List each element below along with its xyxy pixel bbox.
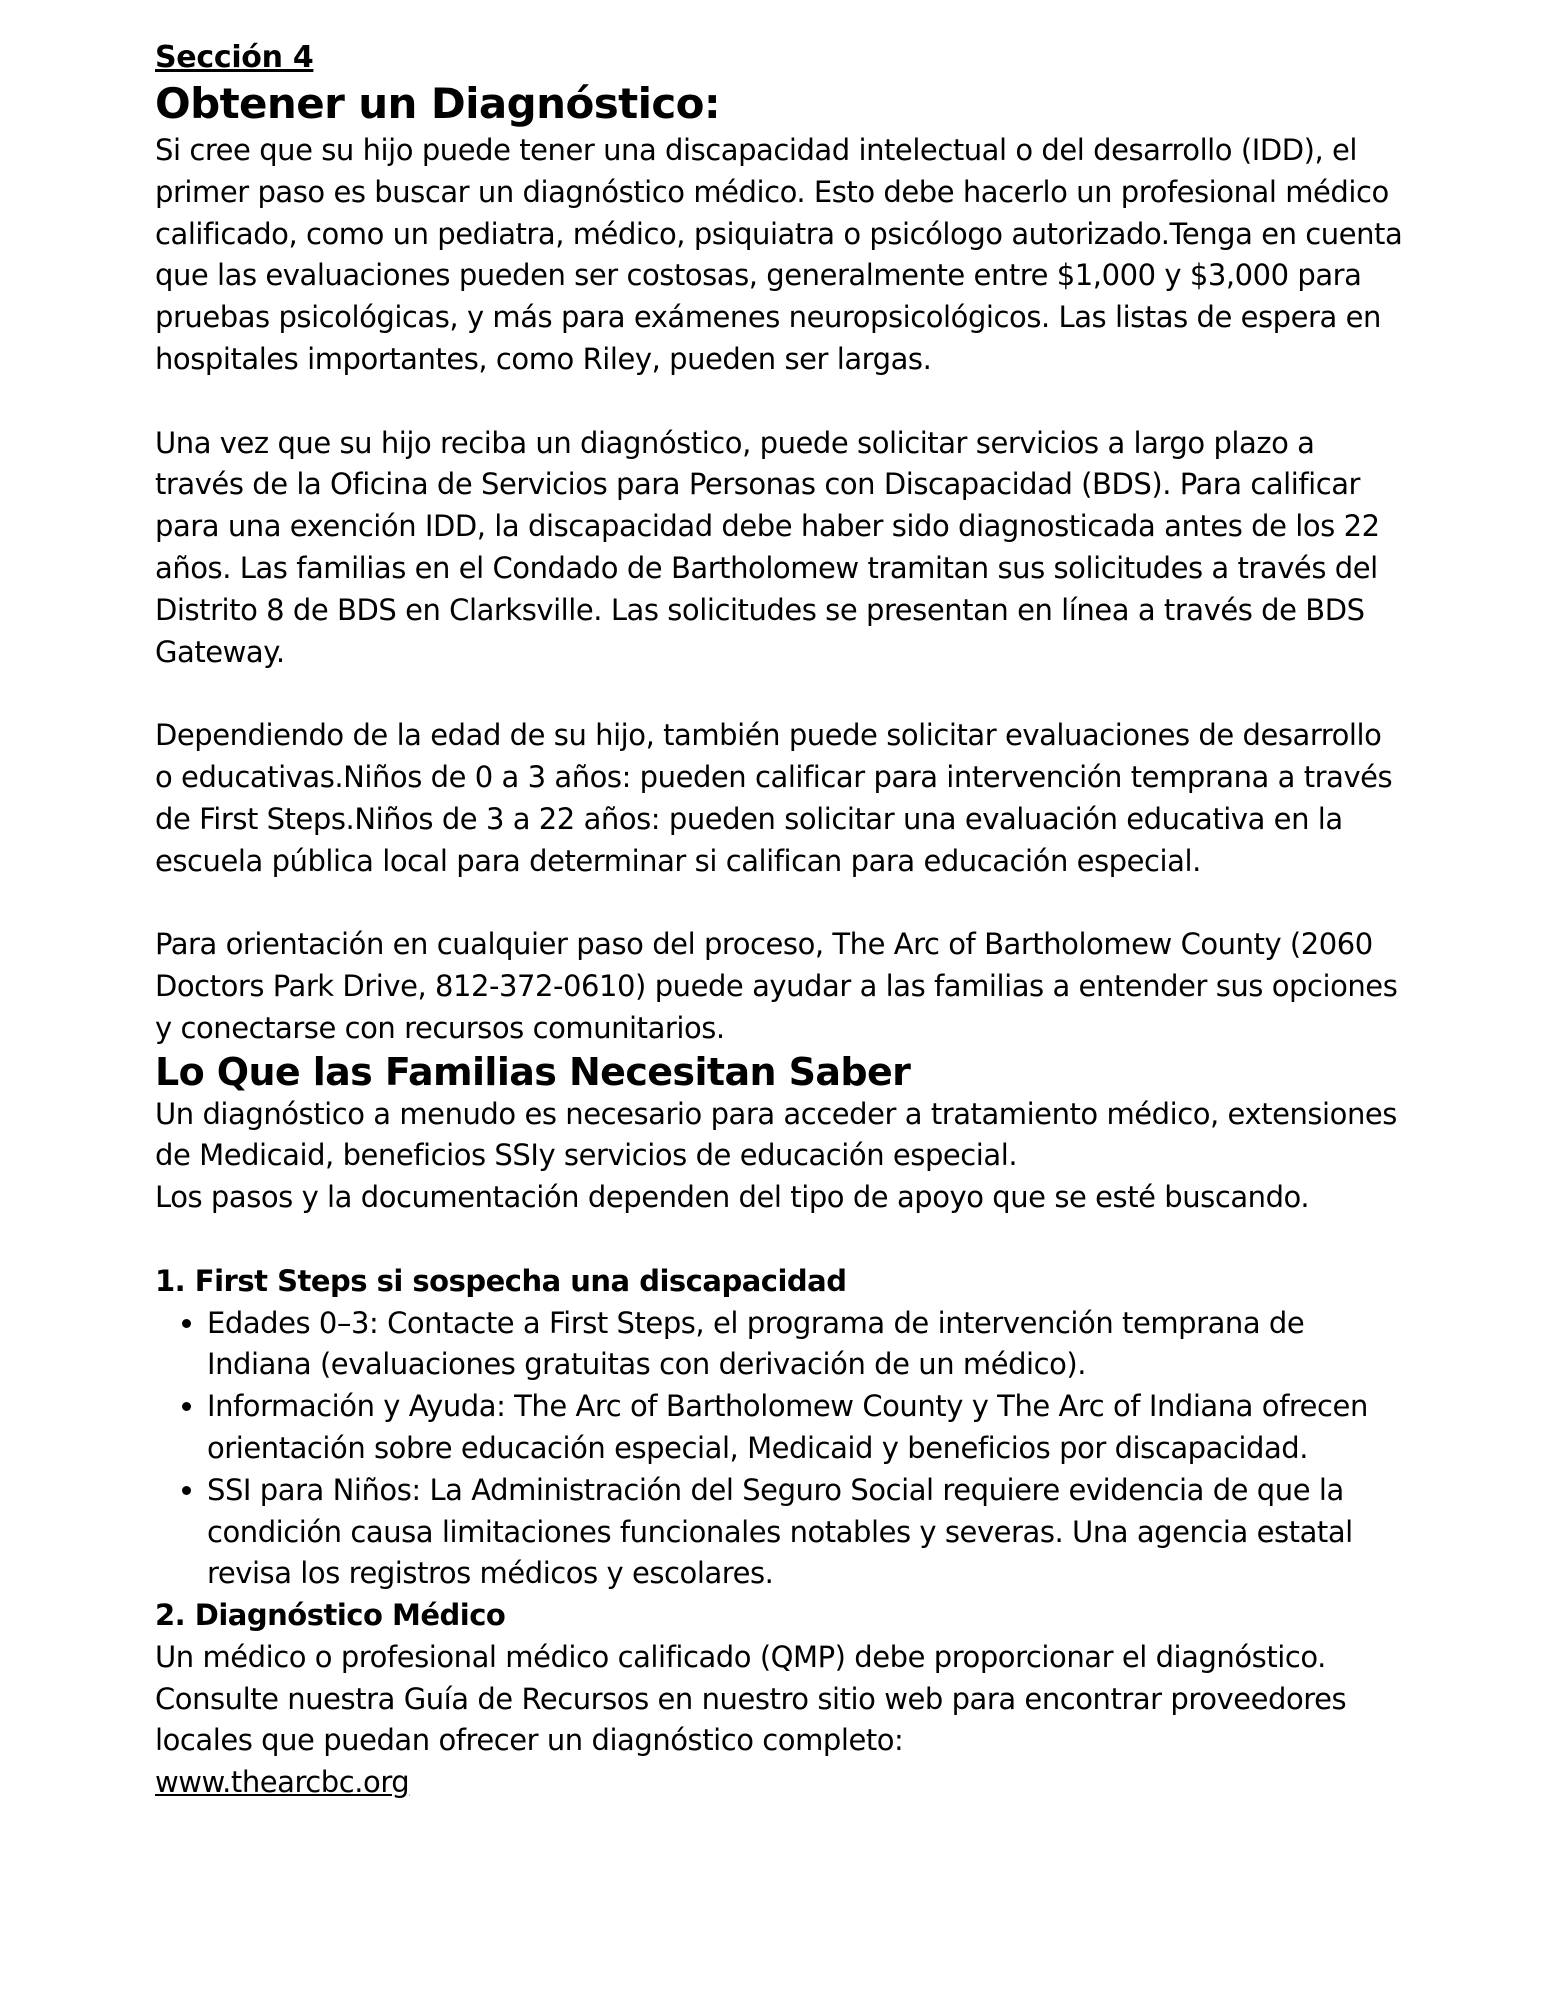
list-item: • Edades 0–3: Contacte a First Steps, el programa de intervención temprana de Indiana (evaluaciones gratuitas con derivación de un médico). [207, 1303, 1405, 1387]
intro-paragraph-4: Para orientación en cualquier paso del proceso, The Arc of Bartholomew County (2060 Doctors Park Drive, 812-372-0610) puede ayudar a las familias a entender sus opciones y conectarse con recursos comunitarios. [155, 927, 1398, 1045]
step2-line-1: Un médico o profesional médico calificado (QMP) debe proporcionar el diagnóstico. [155, 1639, 1326, 1674]
paragraph-gap [155, 1219, 1405, 1261]
families-line-2: Los pasos y la documentación dependen del tipo de apoyo que se esté buscando. [155, 1180, 1310, 1215]
intro-paragraph-3: Dependiendo de la edad de su hijo, también puede solicitar evaluaciones de desarrollo o educativas.Niños de 0 a 3 años: pueden calificar para intervención temprana a través de First Steps.Niños de 3 a 22 años: pueden solicitar una evaluación educativa en la escuela pública local para determinar si califican para educación especial. [155, 718, 1393, 878]
paragraph-gap [155, 882, 1405, 924]
website-link[interactable]: www.thearcbc.org [155, 1765, 410, 1800]
intro-paragraph-1: Si cree que su hijo puede tener una discapacidad intelectual o del desarrollo (IDD), el primer paso es buscar un diagnóstico médico. Esto debe hacerlo un profesional médico calificado, como un pediatra, médico, psiquiatra o psicólogo autorizado.Tenga en cuenta que las evaluaciones pueden ser costosas, generalmente entre $1,000 y $3,000 para pruebas psicológicas, y más para exámenes neuropsicológicos. Las listas de espera en hospitales importantes, como Riley, pueden ser largas. [155, 133, 1403, 376]
website-line [155, 1762, 1405, 1804]
step2-line-2: Consulte nuestra Guía de Recursos en nuestro sitio web para encontrar proveedores locales que puedan ofrecer un diagnóstico completo: [155, 1681, 1347, 1758]
families-heading: Lo Que las Familias Necesitan Saber [155, 1049, 911, 1094]
page-title: Obtener un Diagnóstico: [155, 79, 721, 128]
document-page [155, 38, 1405, 1804]
paragraph-gap [155, 673, 1405, 715]
list-item: • Información y Ayuda: The Arc of Bartholomew County y The Arc of Indiana ofrecen orientación sobre educación especial, Medicaid y beneficios por discapacidad. [207, 1386, 1405, 1470]
list-item: • SSI para Niños: La Administración del Seguro Social requiere evidencia de que la condición causa limitaciones funcionales notables y severas. Una agencia estatal revisa los registros médicos y escolares. [207, 1470, 1405, 1595]
paragraph-gap [155, 381, 1405, 423]
intro-paragraph-2: Una vez que su hijo reciba un diagnóstico, puede solicitar servicios a largo plazo a través de la Oficina de Servicios para Personas con Discapacidad (BDS). Para calificar para una exención IDD, la discapacidad debe haber sido diagnosticada antes de los 22 años. Las familias en el Condado de Bartholomew tramitan sus solicitudes a través del Distrito 8 de BDS en Clarksville. Las solicitudes se presentan en línea a través de BDS Gateway. [155, 425, 1380, 669]
step2-heading: 2. Diagnóstico Médico [155, 1598, 506, 1633]
step1-heading: 1. First Steps si sospecha una discapacidad [155, 1263, 847, 1298]
step1-list [155, 1303, 1405, 1596]
families-line-1: Un diagnóstico a menudo es necesario para acceder a tratamiento médico, extensiones de Medicaid, beneficios SSIy servicios de educación especial. [155, 1096, 1397, 1173]
section-label: Sección 4 [155, 40, 314, 75]
